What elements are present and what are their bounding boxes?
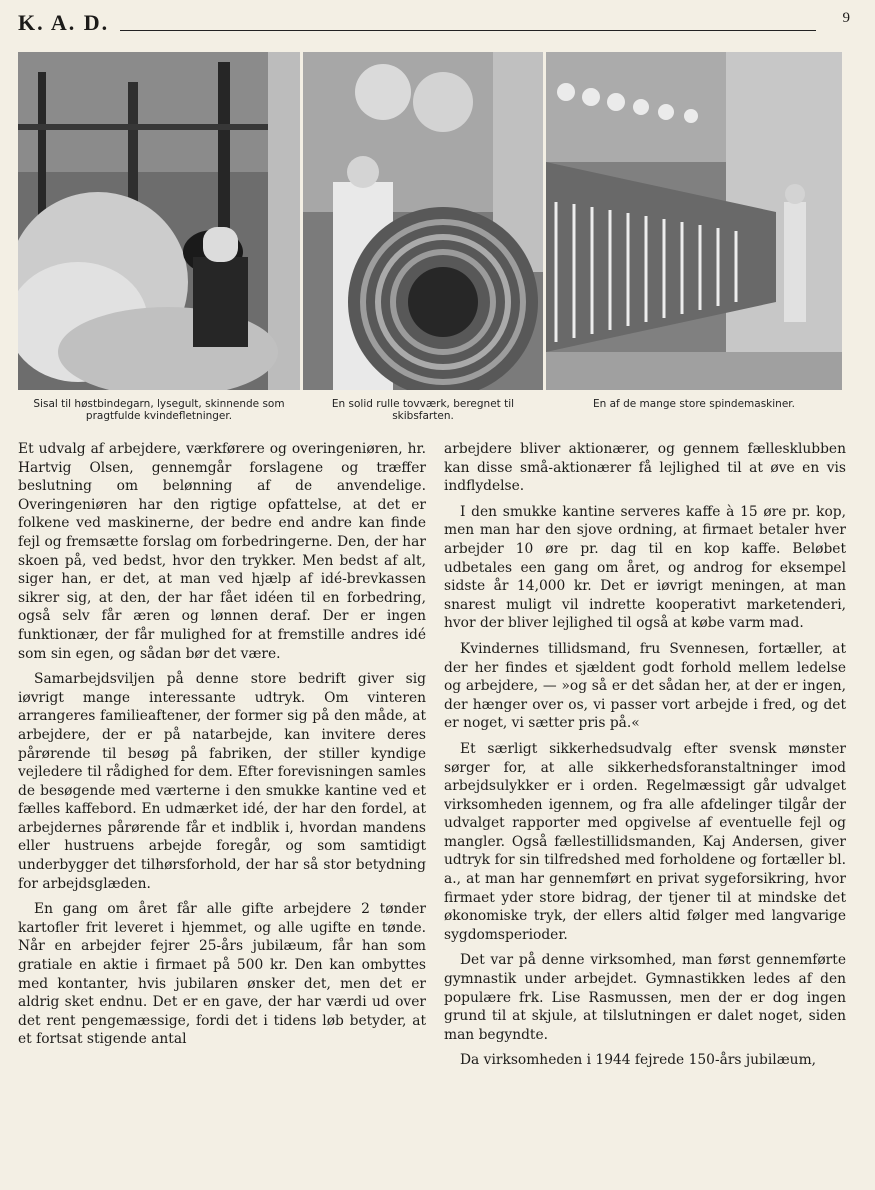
photo-strip xyxy=(18,52,842,390)
paragraph: arbejdere bliver aktionærer, og gennem fællesklubben kan disse små-aktionærer få lejlighed til at øve en vis indflydelse. xyxy=(444,441,846,495)
page-number: 9 xyxy=(842,10,850,26)
paragraph: Samarbejdsviljen på denne store bedrift giver sig iøvrigt mange interessante udtryk. Om vinteren arrangeres familieaftener, der former sig på den måde, at arbejdere, der er på natarbejde, kan invitere deres pårørende til besøg på fabriken, der stiller kyndige vejledere til rådighed for dem. Efter forevisningen samles de besøgende med værterne i den smukke kantine ved et fælles kaffebord. En udmærket idé, der har den fordel, at arbejdernes pårørende får et indblik i, hvordan mandens eller hustruens arbejde foregår, og som samtidigt underbygger det tilhørsforhold, der har så stor betydning for arbejdsglæden. xyxy=(18,671,426,892)
photo-spinning-machine xyxy=(546,52,842,390)
caption-rope-coil: En solid rulle tovværk, beregnet til skibsfarten. xyxy=(331,398,515,422)
paragraph: Et udvalg af arbejdere, værkførere og overingeniøren, hr. Hartvig Olsen, gennemgår forslagene og træffer beslutning om belønning af de anvendelige. Overingeniøren har den rigtige opfattelse, at det er folkene ved maskinerne, der bedre end andre kan finde fejl og fremsætte forslag om forbedringerne. Den, der har skoen på, ved bedst, hvor den trykker. Men bedst af alt, siger han, er det, at man ved hjælp af idé-brevkassen sikrer sig, at den, der har fået idéen til en forbedring, også selv får æren og lønnen deraf. Der er ingen funktionær, der får mulighed for at fremstille andres idé som sin egen, og sådan bør det være. xyxy=(18,441,426,662)
paragraph: En gang om året får alle gifte arbejdere 2 tønder kartofler frit leveret i hjemmet, og alle ugifte en tønde. Når en arbejder fejrer 25-års jubilæum, får han som gratiale en aktie i firmaet på 500 kr. Den kan ombyttes med kontanter, hvis jubilaren ønsker det, men det er aldrig sket endnu. Det er en gave, der har værdi ud over det rent pengemæssige, fordi det i tidens løb betyder, at et fortsat stigende antal xyxy=(18,901,426,1048)
paragraph: I den smukke kantine serveres kaffe à 15 øre pr. kop, men man har den sjove ordning, at firmaet betaler hver arbejder 10 øre pr. dag til en kop kaffe. Beløbet udbetales een gang om året, og androg for eksempel sidste år 14,000 kr. Det er iøvrigt meningen, at man snarest muligt vil indrette kooperativt marketenderi, hvor der bliver lejlighed til også at købe varm mad. xyxy=(444,503,846,632)
header-rule xyxy=(120,30,816,31)
paragraph: Det var på denne virksomhed, man først gennemførte gymnastik under arbejdet. Gymnastikken ledes af den populære frk. Lise Rasmussen, men der er dog ingen grund til at skjule, at tilslutningen er dalet noget, siden man begyndte. xyxy=(444,952,846,1043)
paragraph: Et særligt sikkerhedsudvalg efter svensk mønster sørger for, at alle sikkerhedsforanstaltninger imod arbejdsulykker er i orden. Regelmæssigt går udvalget virksomheden igennem, og fra alle afdelinger tilgår der udvalget rapporter med opgivelse af eventuelle fejl og mangler. Også fællestillidsmanden, Kaj Andersen, giver udtryk for sin tilfredshed med forholdene og fortæller bl. a., at man har gennemført en privat sygeforsikring, hvor firmaet yder store bidrag, der tjener til at mindske det økonomiske tryk, der ellers altid følger med langvarige sygdomsperioder. xyxy=(444,740,846,943)
paragraph: Da virksomheden i 1944 fejrede 150-års jubilæum, xyxy=(460,1052,817,1069)
right-column xyxy=(444,440,846,1185)
page-header xyxy=(18,10,850,36)
photo-rope-coil xyxy=(303,52,543,390)
paragraph: Kvindernes tillidsmand, fru Svennesen, fortæller, at der her findes et sjældent godt forhold mellem ledelse og arbejdere, — »og så er det sådan her, at der er ingen, der hænger over os, vi passer vort arbejde i fred, og det er noget, vi sætter pris på.« xyxy=(444,640,846,732)
photo-sisal xyxy=(18,52,300,390)
left-column xyxy=(18,440,426,1185)
caption-spinning-machine: En af de mange store spindemaskiner. xyxy=(592,398,795,410)
masthead: K. A. D. xyxy=(18,10,110,35)
photo-captions xyxy=(18,398,842,432)
article-body xyxy=(18,440,846,1185)
caption-sisal: Sisal til høstbindegarn, lysegult, skinnende som pragtfulde kvindefletninger. xyxy=(33,398,285,422)
